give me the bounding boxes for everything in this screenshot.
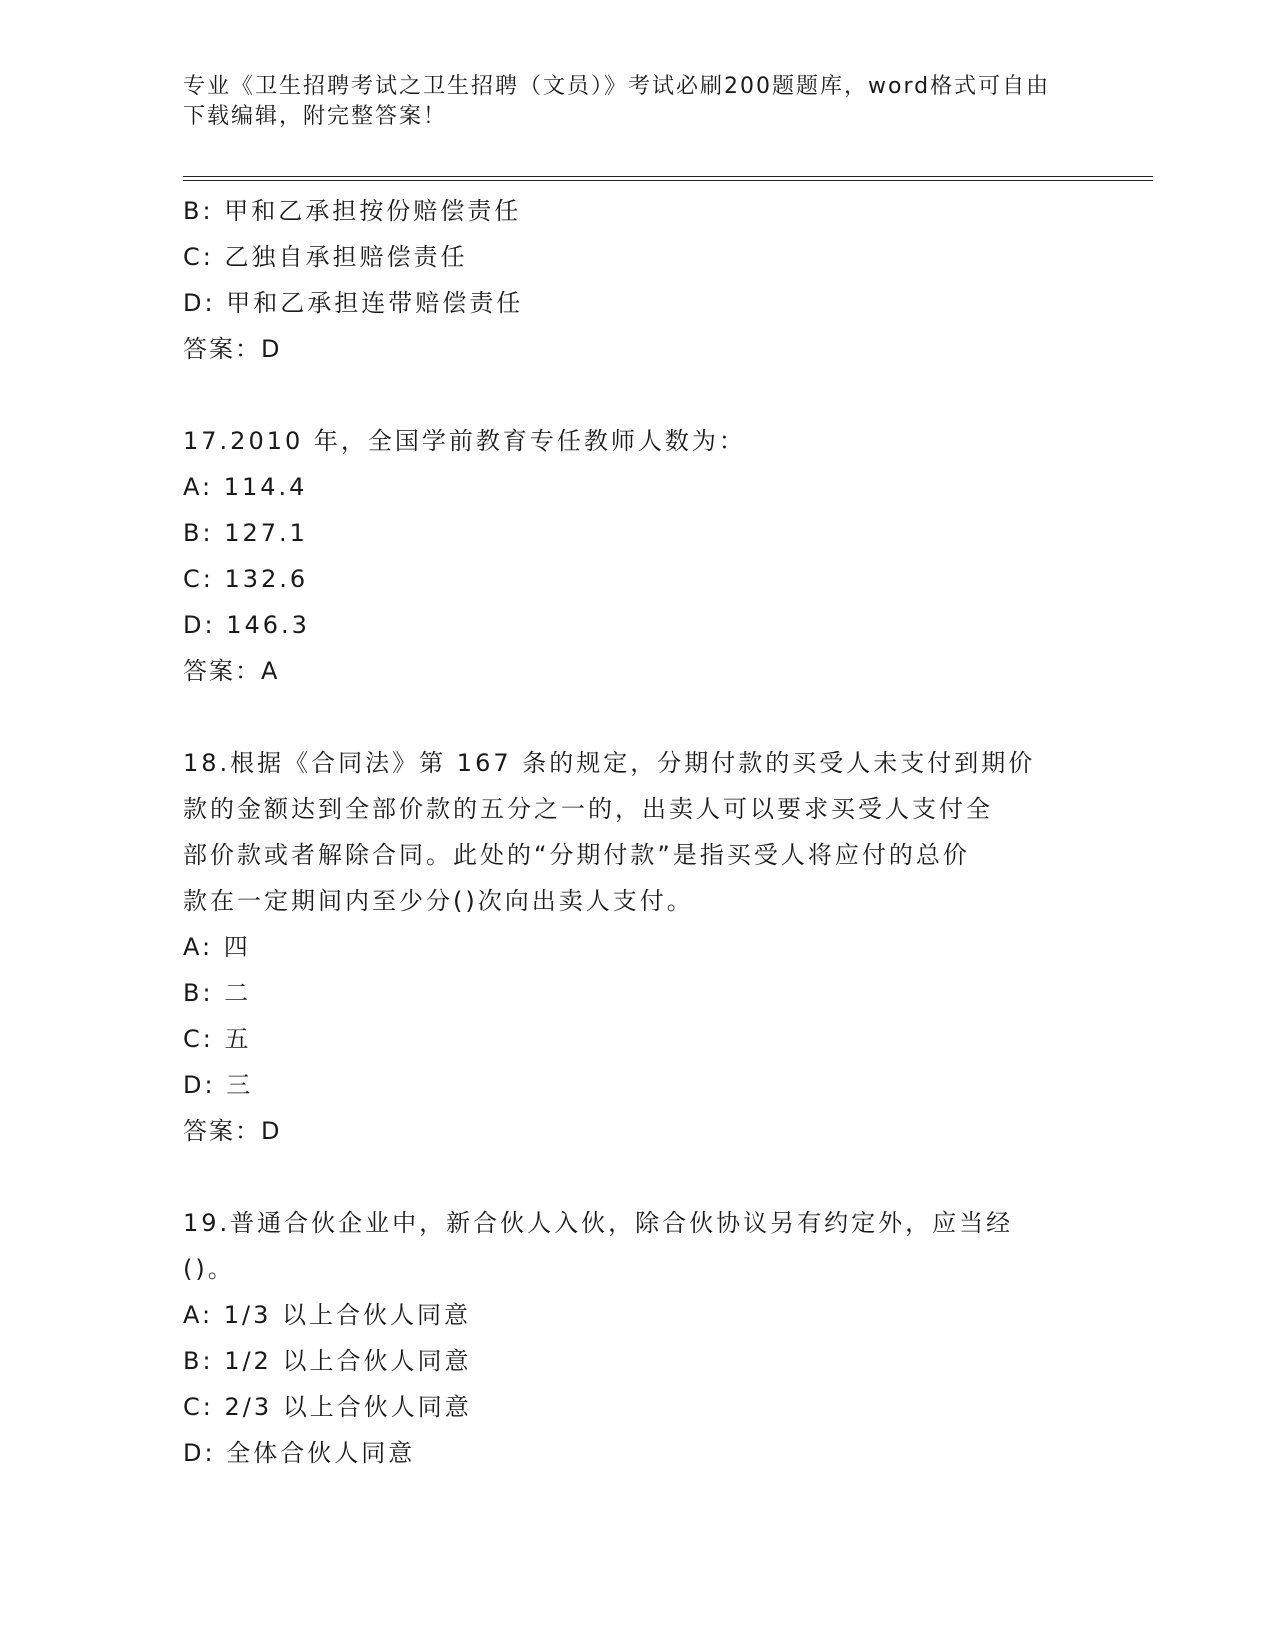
option-a (183, 464, 1083, 510)
question-stem: 款的金额达到全部价款的五分之一的，出卖人可以要求买受人支付全 (183, 795, 993, 823)
option-text: 四 (223, 933, 251, 961)
option-text: 甲和乙承担连带赔偿责任 (226, 289, 524, 317)
option-b (183, 510, 1083, 556)
option-text: 三 (226, 1071, 254, 1099)
option-a (183, 924, 1083, 970)
option-d (183, 1062, 1083, 1108)
option-key: D: (183, 611, 216, 639)
question-stem: 部价款或者解除合同。此处的“分期付款”是指买受人将应付的总价 (183, 841, 970, 869)
question-stem: 19.普通合伙企业中，新合伙人入伙，除合伙协议另有约定外，应当经 (183, 1209, 1014, 1237)
option-text: 全体合伙人同意 (226, 1439, 416, 1467)
option-key: A: (183, 473, 214, 501)
spacer (183, 372, 1083, 418)
option-d (183, 280, 1083, 326)
option-key: B: (183, 1347, 214, 1375)
option-key: C: (183, 565, 214, 593)
option-text: 乙独自承担赔偿责任 (224, 243, 468, 271)
answer-line: 答案：D (183, 1117, 282, 1145)
option-text: 2/3 以上合伙人同意 (224, 1393, 472, 1421)
option-key: A: (183, 933, 214, 961)
option-key: B: (183, 519, 214, 547)
option-text: 五 (224, 1025, 252, 1053)
option-d (183, 1430, 1083, 1476)
option-c (183, 1384, 1083, 1430)
option-c (183, 556, 1083, 602)
option-key: B: (183, 979, 214, 1007)
option-c (183, 234, 1083, 280)
option-key: D: (183, 289, 216, 317)
option-text: 114.4 (223, 473, 308, 501)
option-text: 二 (224, 979, 252, 1007)
option-text: 146.3 (226, 611, 310, 639)
option-a (183, 1292, 1083, 1338)
option-key: B: (183, 197, 214, 225)
question-stem: 款在一定期间内至少分()次向出卖人支付。 (183, 887, 694, 915)
document-body (183, 188, 1083, 1476)
header-divider (183, 176, 1153, 181)
page-header: 专业《卫生招聘考试之卫生招聘（文员）》考试必刷200题题库，word格式可自由下载编辑，附完整答案！ (183, 74, 1051, 129)
question-stem: ()。 (183, 1255, 235, 1283)
option-c (183, 1016, 1083, 1062)
option-key: D: (183, 1071, 216, 1099)
option-b (183, 970, 1083, 1016)
option-text: 127.1 (224, 519, 308, 547)
question-stem: 17.2010 年，全国学前教育专任教师人数为： (183, 427, 746, 455)
option-key: C: (183, 243, 214, 271)
answer-line: 答案：A (183, 657, 280, 685)
question-stem: 18.根据《合同法》第 167 条的规定，分期付款的买受人未支付到期价 (183, 749, 1036, 777)
option-key: D: (183, 1439, 216, 1467)
spacer (183, 694, 1083, 740)
option-key: C: (183, 1393, 214, 1421)
option-b (183, 1338, 1083, 1384)
option-text: 132.6 (224, 565, 309, 593)
option-key: C: (183, 1025, 214, 1053)
option-text: 1/2 以上合伙人同意 (224, 1347, 472, 1375)
spacer (183, 1154, 1083, 1200)
option-text: 甲和乙承担按份赔偿责任 (224, 197, 522, 225)
option-key: A: (183, 1301, 214, 1329)
option-b (183, 188, 1083, 234)
option-text: 1/3 以上合伙人同意 (223, 1301, 471, 1329)
answer-line: 答案：D (183, 335, 282, 363)
option-d (183, 602, 1083, 648)
